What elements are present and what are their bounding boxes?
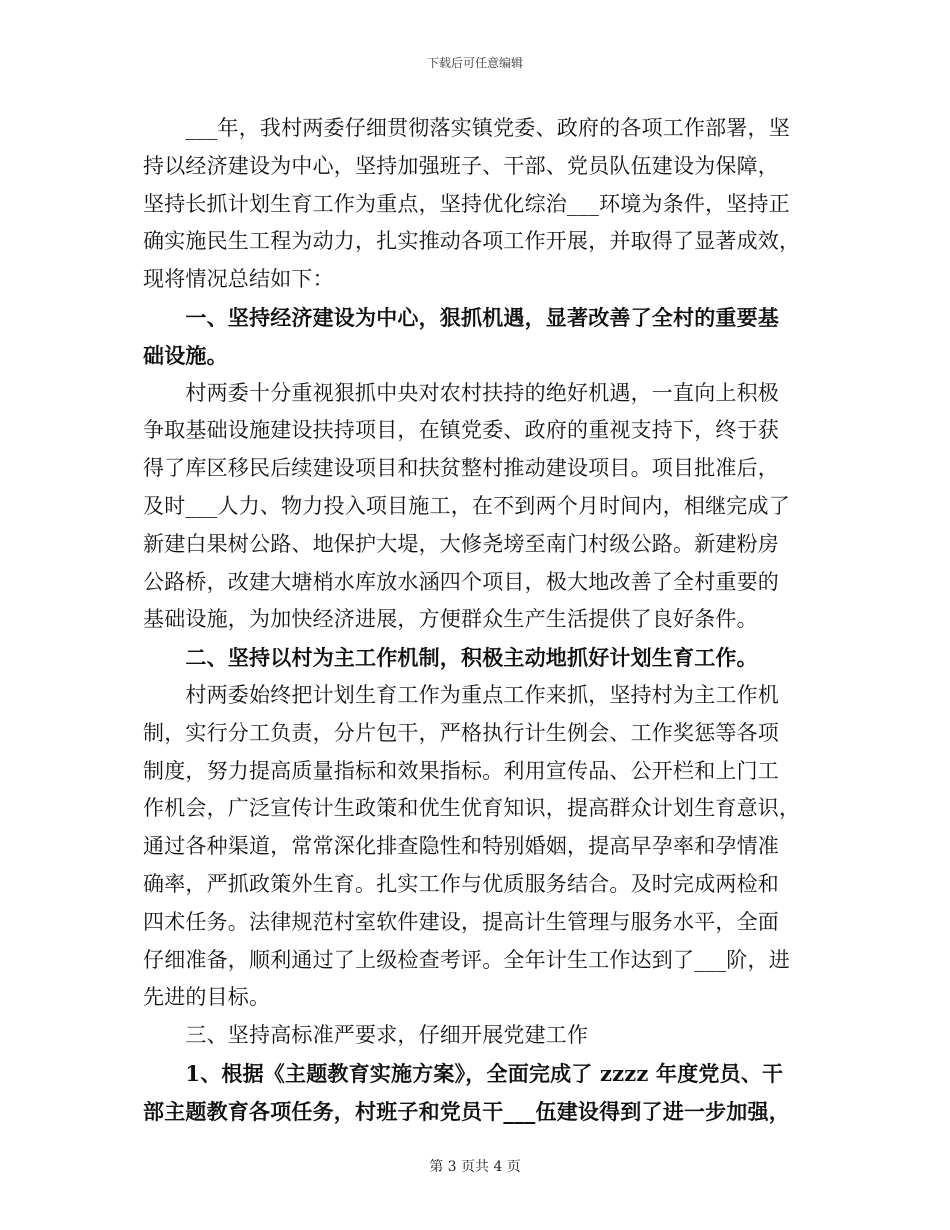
- text-line: 先进的目标。: [143, 985, 271, 1010]
- heading-line: 础设施。: [143, 342, 228, 368]
- text-line: 及时___人力、物力投入项目施工，在不到两个月时间内，相继完成了: [143, 493, 790, 518]
- text-line: 持以经济建设为中心，坚持加强班子、干部、党员队伍建设为保障，: [143, 153, 779, 178]
- text-line: 村两委始终把计划生育工作为重点工作来抓，坚持村为主工作机: [143, 682, 779, 707]
- text-line: 公路桥，改建大塘梢水库放水涵四个项目，极大地改善了全村重要的: [143, 569, 779, 594]
- section-heading-3: [143, 1017, 807, 1055]
- page-footer: 第 3 页共 4 页: [429, 1159, 521, 1175]
- section-heading-1: [143, 299, 807, 375]
- text-line: 作机会，广泛宣传计生政策和优生优育知识，提高群众计划生育意识，: [143, 796, 801, 821]
- heading-line: 一、坚持经济建设为中心，狠抓机遇，显著改善了全村的重要基: [143, 304, 779, 330]
- section-heading-2: [143, 639, 807, 677]
- text-line: ___年，我村两委仔细贯彻落实镇党委、政府的各项工作部署，坚: [143, 116, 790, 140]
- text-line: 确实施民生工程为动力，扎实推动各项工作开展，并取得了显著成效，: [143, 229, 801, 254]
- text-line: 部主题教育各项任务，村班子和党员干___伍建设得到了进一步加强，: [143, 1098, 790, 1124]
- text-line: 村两委十分重视狠抓中央对农村扶持的绝好机遇，一直向上积极: [143, 380, 779, 405]
- paragraph-section-2: [143, 677, 807, 1017]
- text-line: 制，实行分工负责，分片包干，严格执行计生例会、工作奖惩等各项: [143, 720, 779, 745]
- paragraph-section-3-item-1: [143, 1055, 807, 1131]
- text-line: 确率，严抓政策外生育。扎实工作与优质服务结合。及时完成两检和: [143, 871, 779, 896]
- paragraph-intro: [143, 110, 807, 299]
- heading-line: 二、坚持以村为主工作机制，积极主动地抓好计划生育工作。: [143, 645, 758, 671]
- paragraph-section-1: [143, 375, 807, 640]
- text-line: 新建白果树公路、地保护大堤，大修尧塝至南门村级公路。新建粉房: [143, 531, 779, 556]
- text-line: 争取基础设施建设扶持项目，在镇党委、政府的重视支持下，终于获: [143, 418, 779, 443]
- text-line: 坚持长抓计划生育工作为重点，坚持优化综治___环境为条件，坚持正: [143, 191, 790, 216]
- text-line: 现将情况总结如下：: [143, 267, 334, 292]
- text-line: 1、根据《主题教育实施方案》，全面完成了 zzzz 年度党员、干: [143, 1060, 784, 1086]
- text-line: 四术任务。法律规范村室软件建设，提高计生管理与服务水平，全面: [143, 909, 779, 934]
- text-line: 通过各种渠道，常常深化排查隐性和特别婚姻，提高早孕率和孕情准: [143, 834, 779, 859]
- text-line: 仔细准备，顺利通过了上级检查考评。全年计生工作达到了___阶，进: [143, 947, 790, 972]
- text-line: 基础设施，为加快经济进展，方便群众生产生活提供了良好条件。: [143, 607, 758, 632]
- page-header: 下载后可任意编辑: [426, 56, 523, 70]
- heading-line: 三、坚持高标准严要求，仔细开展党建工作: [143, 1023, 589, 1048]
- document-body: [143, 110, 807, 1131]
- text-line: 得了库区移民后续建设项目和扶贫整村推动建设项目。项目批准后，: [143, 456, 779, 481]
- text-line: 制度，努力提高质量指标和效果指标。利用宣传品、公开栏和上门工: [143, 758, 779, 783]
